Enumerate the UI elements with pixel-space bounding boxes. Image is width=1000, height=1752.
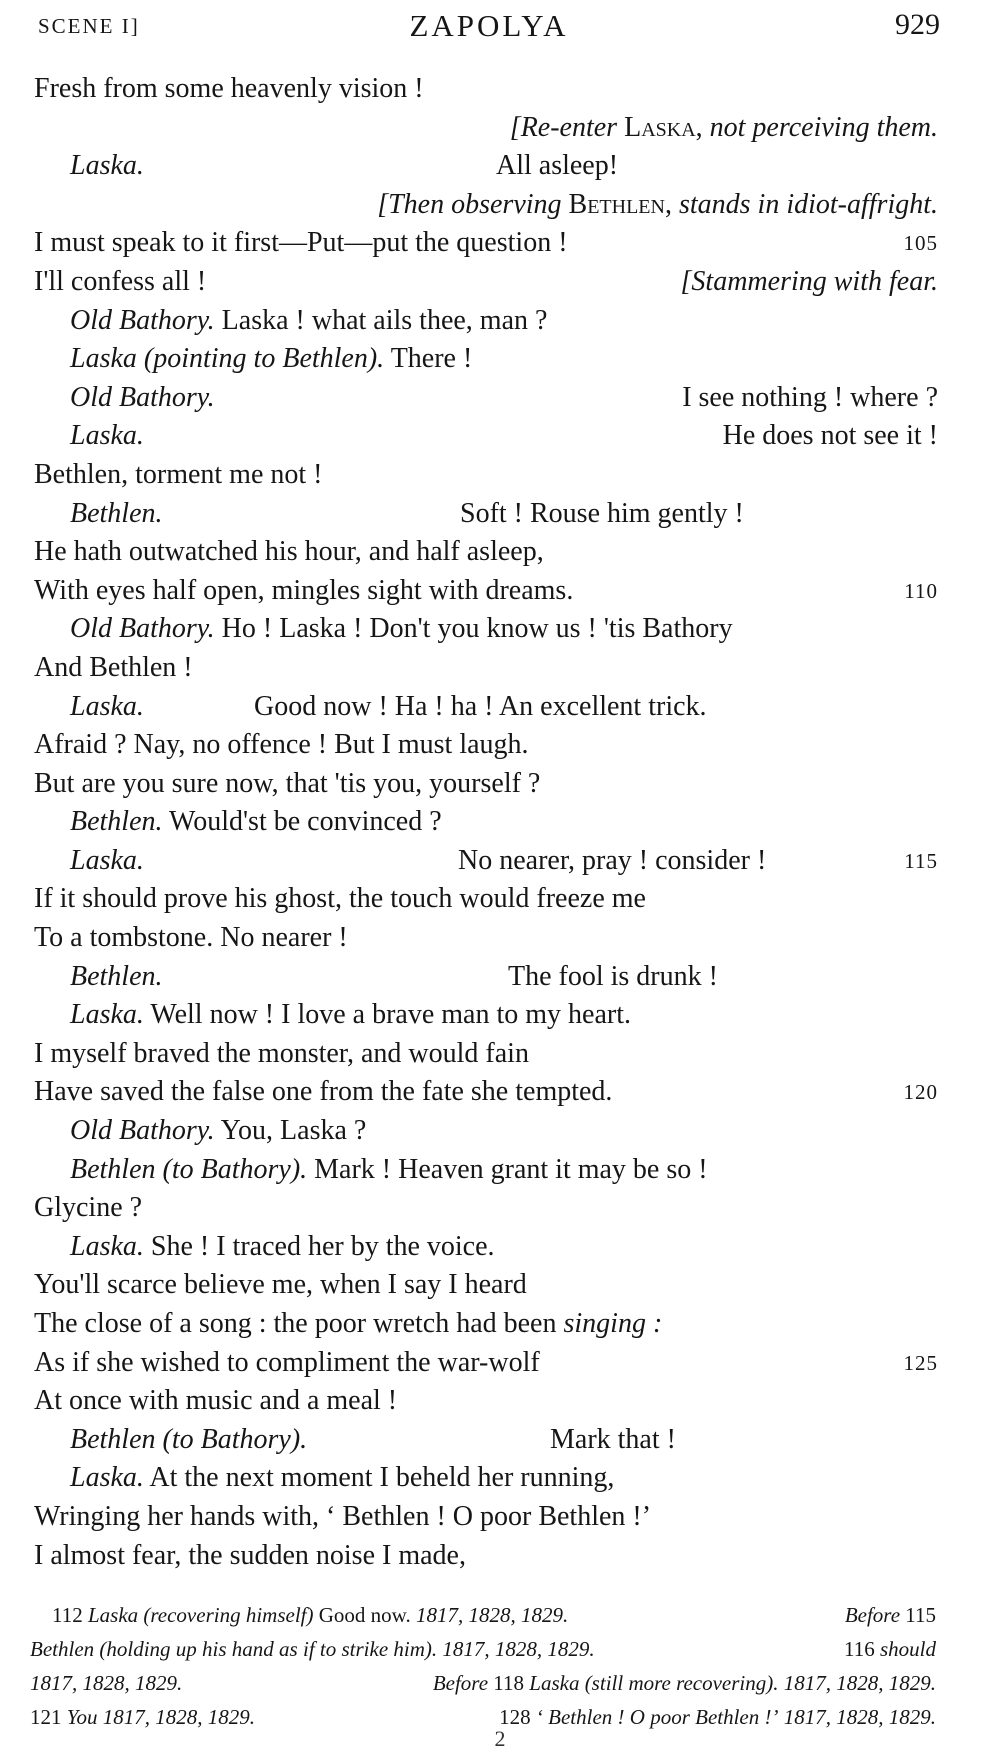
note-editions: 1817, 1828, 1829.	[783, 1705, 936, 1729]
line-text: All asleep!	[496, 150, 619, 182]
note-editions: 1817, 1828, 1829.	[783, 1671, 936, 1695]
speaker-name: Old Bathory.	[70, 613, 215, 645]
note-line	[30, 1666, 936, 1700]
signature-mark: 2	[494, 1726, 506, 1751]
stage-direction	[34, 186, 938, 225]
line-text: No nearer, pray ! consider !	[458, 844, 767, 876]
verse-line	[34, 1421, 938, 1460]
note-text: Bethlen (holding up his hand as if to strike him).	[30, 1637, 438, 1661]
line-text-emphasis: singing :	[563, 1308, 663, 1339]
direction-part: [Re-enter	[509, 111, 618, 143]
note-text: ‘ Bethlen ! O poor Bethlen !’	[535, 1705, 779, 1729]
verse-line	[34, 572, 938, 611]
line-number: 110	[904, 578, 938, 603]
line-text: I almost fear, the sudden noise I made,	[34, 1539, 466, 1571]
direction-part: [Then observing	[377, 188, 562, 220]
line-text: Mark that !	[550, 1423, 676, 1455]
line-text: I myself braved the monster, and would fain	[34, 1037, 529, 1069]
line-text: Soft ! Rouse him gently !	[460, 497, 744, 529]
verse-line	[34, 880, 938, 919]
speaker-name: Laska (pointing to Bethlen).	[70, 343, 385, 375]
line-number: 120	[903, 1080, 938, 1105]
line-text: At the next moment I beheld her running,	[149, 1462, 615, 1494]
note-line-ref: 121	[30, 1705, 62, 1729]
speaker-name: Bethlen (to Bathory).	[70, 1153, 308, 1185]
verse-line	[34, 1073, 938, 1112]
verse-line	[34, 1035, 938, 1074]
line-number: 115	[904, 848, 938, 873]
verse-line	[34, 495, 938, 534]
scene-label: SCENE I]	[38, 14, 140, 38]
speaker-name: Bethlen.	[70, 497, 163, 529]
play-text	[34, 70, 938, 1575]
note-editions: 1817, 1828, 1829.	[102, 1705, 256, 1729]
note-segment	[52, 1598, 568, 1632]
line-text: With eyes half open, mingles sight with dreams.	[34, 574, 574, 606]
line-text: Laska ! what ails thee, man ?	[221, 304, 548, 336]
stage-direction	[34, 109, 938, 148]
line-text: She ! I traced her by the voice.	[150, 1230, 495, 1262]
note-text: Before	[432, 1671, 489, 1695]
speaker-name: Bethlen (to Bathory).	[70, 1423, 308, 1455]
line-text: Bethlen, torment me not !	[34, 458, 323, 490]
line-text: Good now ! Ha ! ha ! An excellent trick.	[254, 690, 707, 722]
page-number: 929	[895, 8, 940, 41]
note-line	[30, 1598, 936, 1632]
speaker-name: Laska.	[70, 1230, 144, 1262]
verse-line	[34, 456, 938, 495]
line-number: 125	[903, 1350, 938, 1375]
verse-line	[34, 1228, 938, 1267]
verse-line	[34, 1266, 938, 1305]
note-line	[30, 1632, 936, 1666]
running-header	[38, 10, 940, 50]
note-text: Good now.	[318, 1603, 411, 1627]
verse-line	[34, 1151, 938, 1190]
line-number: 105	[903, 231, 938, 256]
line-text: Afraid ? Nay, no offence ! But I must laugh.	[34, 729, 529, 761]
verse-line	[34, 919, 938, 958]
verse-line	[34, 726, 938, 765]
verse-line	[34, 302, 938, 341]
note-text: should	[879, 1637, 936, 1661]
note-editions: 1817, 1828, 1829.	[30, 1671, 183, 1695]
verse-line	[34, 1305, 938, 1344]
verse-line	[34, 688, 938, 727]
line-text: At once with music and a meal !	[34, 1385, 398, 1417]
verse-line	[34, 958, 938, 997]
verse-line	[34, 340, 938, 379]
verse-line	[34, 842, 938, 881]
speaker-name: Laska.	[70, 690, 144, 722]
line-text: To a tombstone. No nearer !	[34, 922, 348, 954]
line-text: He does not see it !	[722, 420, 938, 452]
line-text: Wringing her hands with, ‘ Bethlen ! O poor Bethlen !’	[34, 1500, 652, 1532]
verse-line	[34, 1189, 938, 1228]
line-text: The close of a song : the poor wretch had been	[34, 1308, 557, 1339]
line-text: Fresh from some heavenly vision !	[34, 73, 424, 104]
stage-direction-text	[377, 186, 938, 225]
speaker-name: Bethlen.	[70, 806, 163, 838]
textual-notes	[30, 1598, 936, 1734]
verse-line	[34, 1112, 938, 1151]
note-segment	[844, 1632, 936, 1666]
note-segment	[30, 1632, 595, 1666]
note-segment	[30, 1666, 182, 1700]
line-text: Glycine ?	[34, 1192, 143, 1224]
note-segment	[845, 1598, 936, 1632]
note-line-ref: 115	[905, 1603, 936, 1627]
speaker-name: Laska.	[70, 1462, 144, 1494]
line-text: He hath outwatched his hour, and half asleep,	[34, 536, 544, 568]
line-text: Mark ! Heaven grant it may be so !	[314, 1153, 708, 1185]
speaker-name: Laska.	[70, 150, 144, 182]
line-text: If it should prove his ghost, the touch would freeze me	[34, 883, 646, 915]
line-text: The fool is drunk !	[508, 960, 718, 992]
verse-line	[34, 1382, 938, 1421]
line-text: Well now ! I love a brave man to my heart.	[150, 999, 631, 1031]
verse-line	[34, 417, 938, 456]
verse-line	[34, 1459, 938, 1498]
line-text: I must speak to it first—Put—put the question !	[34, 227, 568, 259]
note-text: Laska (recovering himself)	[87, 1603, 314, 1627]
note-segment	[433, 1666, 936, 1700]
note-text: Before	[844, 1603, 901, 1627]
note-text: Laska (still more recovering).	[529, 1671, 779, 1695]
line-text: There !	[390, 343, 473, 375]
note-editions: 1817, 1828, 1829.	[442, 1637, 595, 1661]
line-text: Have saved the false one from the fate she tempted.	[34, 1076, 613, 1108]
speaker-name: Bethlen.	[70, 960, 163, 992]
speaker-name: Old Bathory.	[70, 381, 215, 413]
verse-line	[34, 649, 938, 688]
verse-line	[34, 263, 938, 302]
character-name: Laska,	[624, 111, 703, 143]
note-editions: 1817, 1828, 1829.	[415, 1603, 569, 1627]
line-text: I see nothing ! where ?	[682, 381, 938, 413]
line-text: You, Laska ?	[220, 1115, 367, 1147]
verse-line	[34, 1537, 938, 1576]
verse-line	[34, 803, 938, 842]
line-text: You'll scarce believe me, when I say I heard	[34, 1269, 527, 1301]
line-text: Ho ! Laska ! Don't you know us ! 'tis Bathory	[221, 613, 733, 645]
line-text: As if she wished to compliment the war-wolf	[34, 1346, 540, 1378]
verse-line	[34, 996, 938, 1035]
speaker-name: Old Bathory.	[70, 304, 215, 336]
speaker-name: Laska.	[70, 999, 144, 1031]
line-text: And Bethlen !	[34, 651, 193, 683]
speaker-name: Laska.	[70, 420, 144, 452]
speaker-name: Laska.	[70, 844, 144, 876]
stage-direction-text	[510, 109, 938, 148]
note-line-ref: 128	[499, 1705, 531, 1729]
line-text: But are you sure now, that 'tis you, yourself ?	[34, 767, 541, 799]
verse-line	[34, 610, 938, 649]
note-text: You	[66, 1705, 98, 1729]
verse-line	[34, 70, 938, 109]
character-name: Bethlen,	[568, 188, 672, 220]
verse-line	[34, 1344, 938, 1383]
speaker-name: Old Bathory.	[70, 1115, 215, 1147]
note-line-ref: 116	[844, 1637, 875, 1661]
line-text: I'll confess all !	[34, 265, 207, 297]
direction-part: not perceiving them.	[709, 111, 938, 143]
running-title: ZAPOLYA	[409, 8, 569, 43]
verse-line	[34, 147, 938, 186]
note-line-ref: 112	[52, 1603, 83, 1627]
verse-line	[34, 379, 938, 418]
line-text: Would'st be convinced ?	[169, 806, 442, 838]
verse-line	[34, 224, 938, 263]
verse-line	[34, 533, 938, 572]
stage-direction-text: [Stammering with fear.	[680, 265, 938, 297]
direction-part: stands in idiot-affright.	[678, 188, 938, 220]
note-line-ref: 118	[493, 1671, 525, 1695]
verse-line	[34, 1498, 938, 1537]
verse-line	[34, 765, 938, 804]
